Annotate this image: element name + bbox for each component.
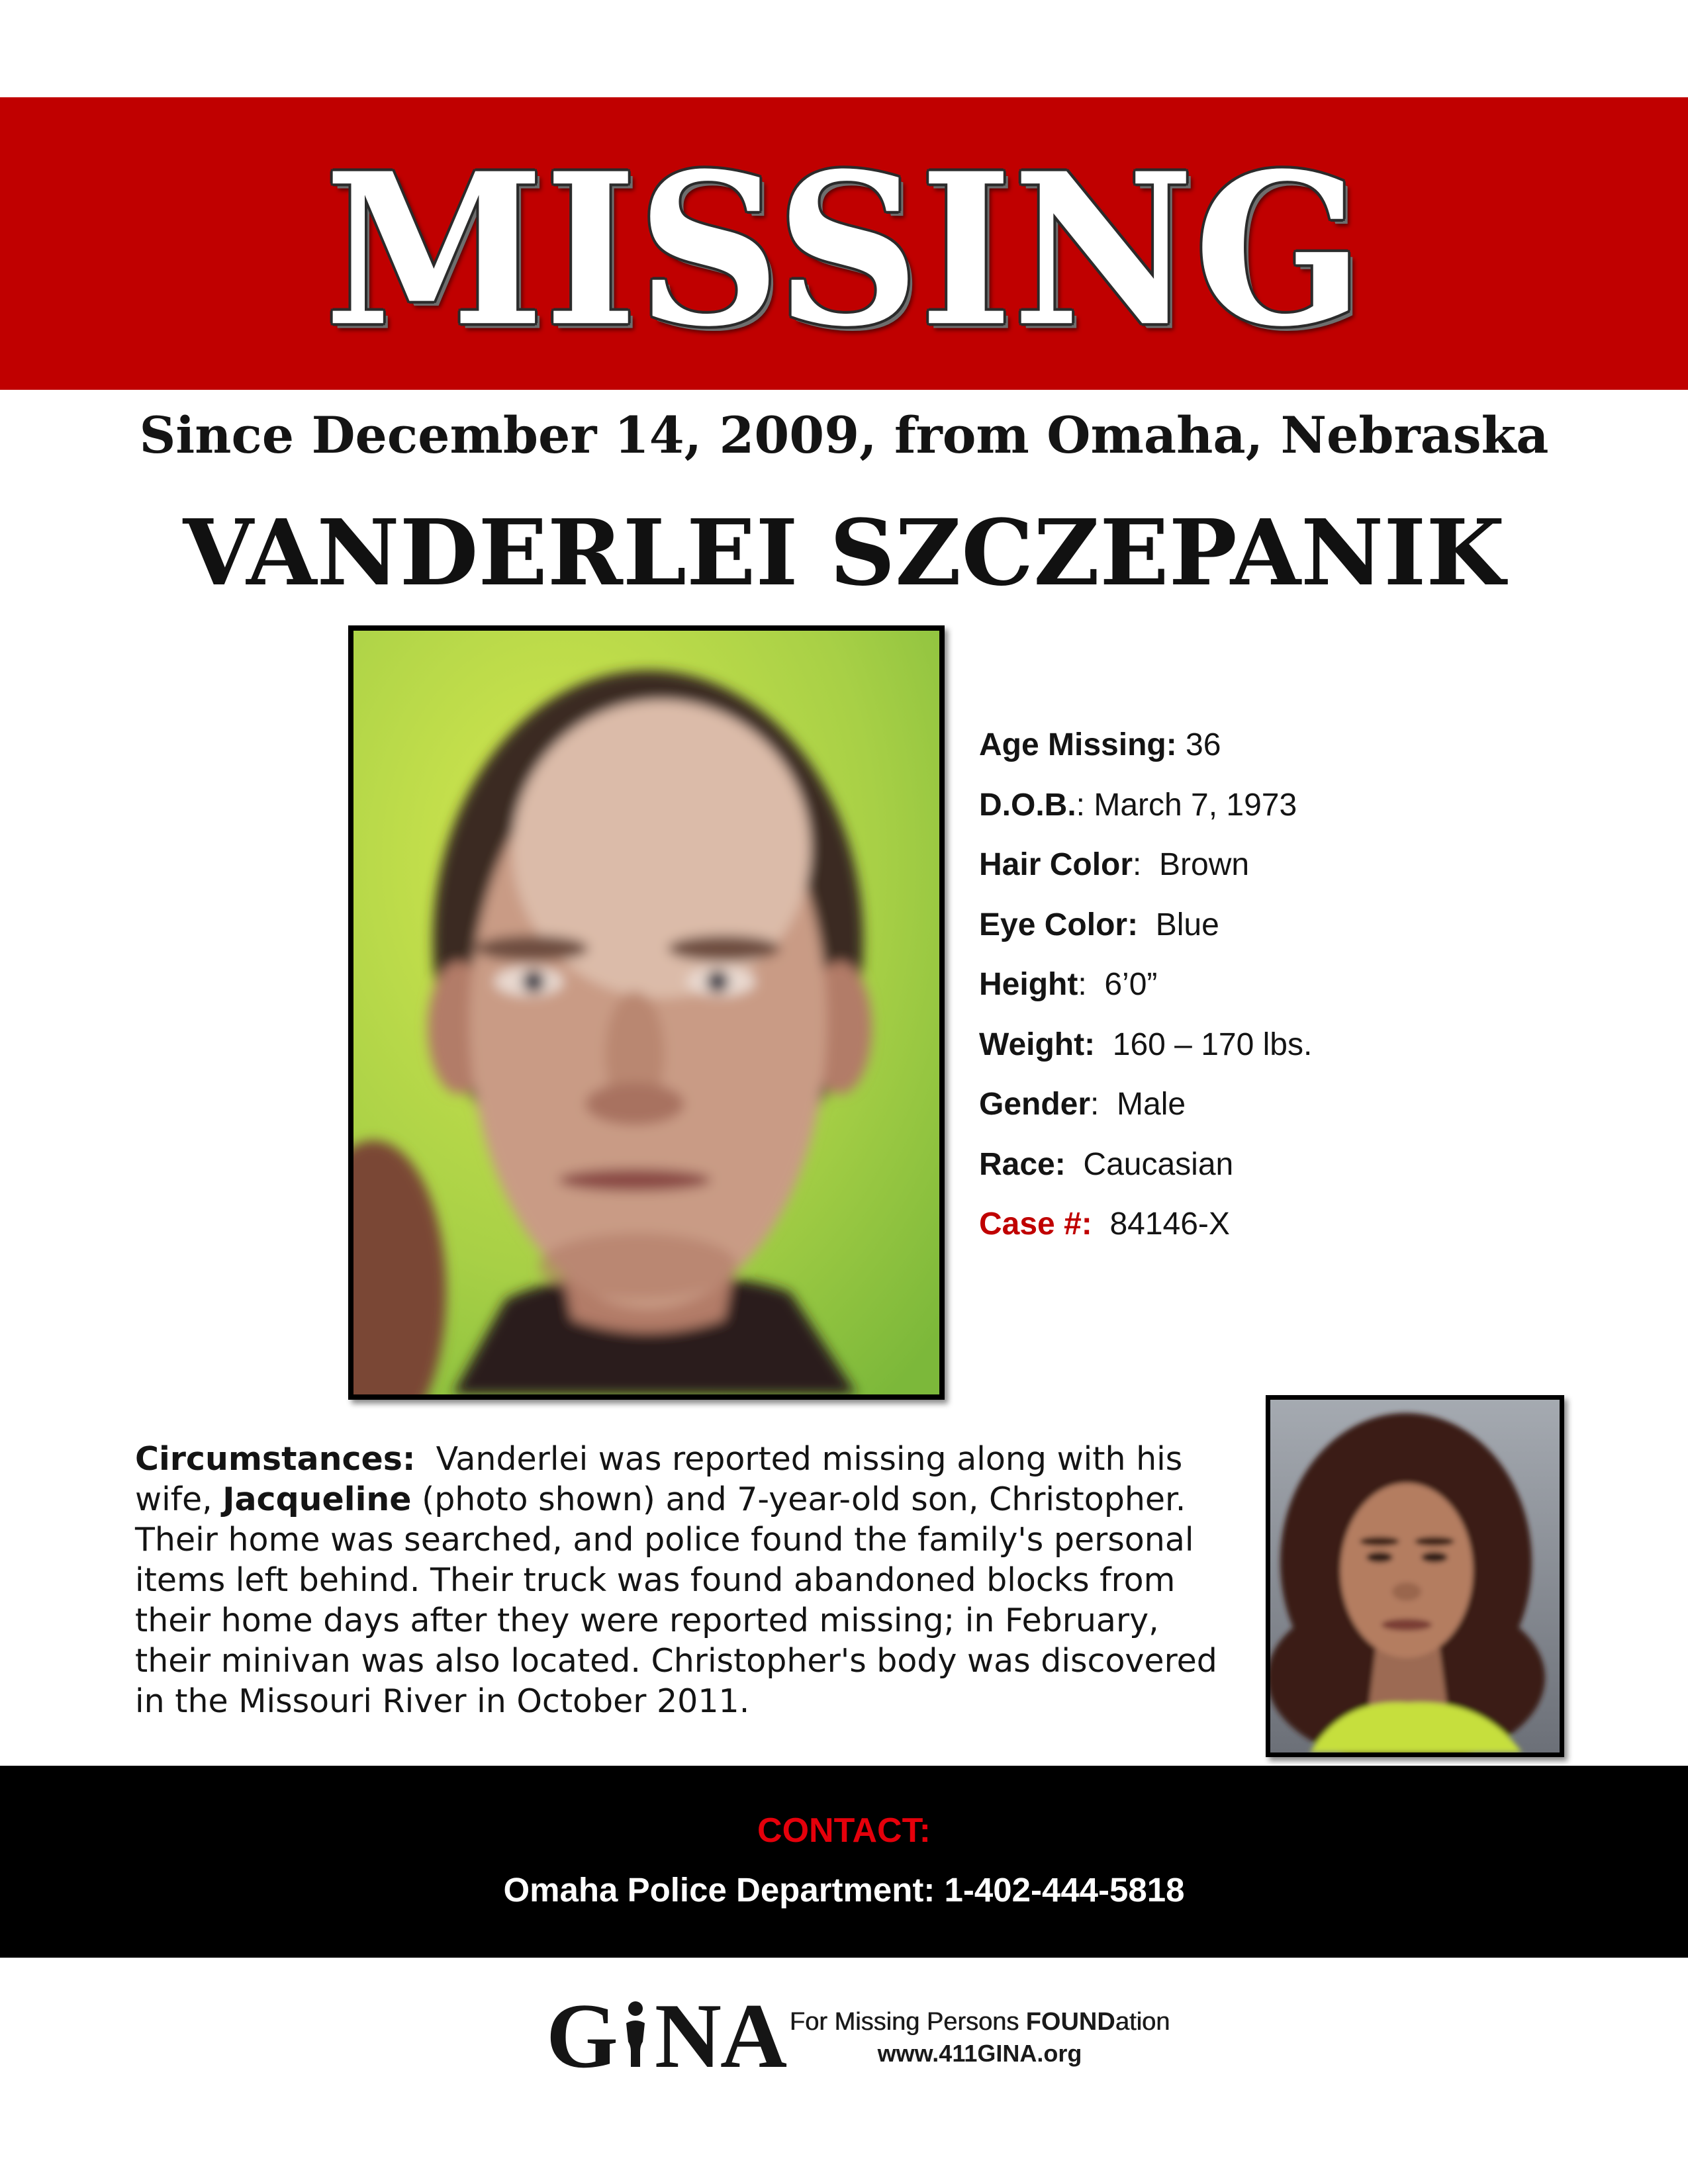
circumstances-line: in the Missouri River in October 2011.: [135, 1682, 750, 1720]
detail-label: Age Missing:: [979, 727, 1177, 762]
foundation-tagline: [781, 2006, 1178, 2070]
logo-letter-g: G: [546, 1985, 617, 2087]
detail-case-number: [979, 1195, 1312, 1255]
tagline-end: ation: [1115, 2008, 1170, 2036]
detail-dob: [979, 776, 1312, 836]
detail-label: Weight:: [979, 1026, 1096, 1062]
logo-letters-na: NA: [654, 1985, 786, 2087]
detail-value: Blue: [1138, 907, 1219, 942]
gina-logo: [546, 1985, 786, 2087]
missing-person-name: VANDERLEI SZCZEPANIK: [183, 500, 1505, 606]
website-text: www.411GINA.org: [877, 2040, 1082, 2067]
circumstances-line: [135, 1479, 1217, 1520]
detail-value: Caucasian: [1065, 1146, 1234, 1182]
detail-label: D.O.B.: [979, 787, 1076, 823]
case-number-value: 84146-X: [1092, 1206, 1230, 1242]
contact-phone-line: Omaha Police Department: 1-402-444-5818: [503, 1871, 1185, 1909]
detail-label: Height: [979, 967, 1078, 1002]
circumstances-text: Vanderlei was reported missing along with his: [415, 1440, 1183, 1478]
detail-label: Hair Color: [979, 847, 1133, 882]
detail-label: Race:: [979, 1146, 1066, 1182]
circumstances-line: their home days after they were reported missing; in February,: [135, 1602, 1159, 1639]
missing-since-subtitle: Since December 14, 2009, from Omaha, Nebraska: [139, 406, 1549, 465]
detail-value: 36: [1176, 727, 1221, 762]
circumstances-text: wife,: [135, 1480, 223, 1518]
detail-eye-color: [979, 895, 1312, 956]
detail-value: : 6’0”: [1078, 967, 1158, 1002]
missing-title: MISSING: [324, 127, 1364, 373]
contact-heading: CONTACT:: [757, 1811, 931, 1850]
circumstances-label: Circumstances:: [135, 1440, 416, 1478]
tagline-text: [781, 2006, 1178, 2038]
circumstances-line: items left behind. Their truck was found abandoned blocks from: [135, 1561, 1176, 1599]
circumstances-line: their minivan was also located. Christopher's body was discovered: [135, 1642, 1217, 1680]
circumstances-paragraph: [135, 1439, 1217, 1721]
circumstances-line: [135, 1439, 1217, 1479]
tagline-start: For Missing Persons: [789, 2008, 1026, 2036]
circumstances-text: (photo shown) and 7-year-old son, Christopher.: [411, 1480, 1186, 1518]
detail-value: : Male: [1090, 1087, 1186, 1122]
detail-height: [979, 955, 1312, 1015]
detail-value: : Brown: [1133, 847, 1250, 882]
circumstances-line: Their home was searched, and police found the family's personal: [135, 1521, 1194, 1559]
jacqueline-photo: [1266, 1395, 1564, 1757]
missing-person-photo: [348, 625, 945, 1400]
detail-race: [979, 1135, 1312, 1195]
portrait-image: [1270, 1400, 1560, 1752]
missing-banner: [0, 97, 1688, 390]
tagline-found: FOUND: [1025, 2008, 1115, 2036]
detail-label: Gender: [979, 1087, 1091, 1122]
person-i-icon: [618, 2001, 653, 2067]
detail-gender: [979, 1075, 1312, 1135]
detail-label: Eye Color:: [979, 907, 1139, 942]
contact-band: [0, 1766, 1688, 1958]
case-number-label: Case #:: [979, 1206, 1092, 1242]
detail-value: 160 – 170 lbs.: [1095, 1026, 1313, 1062]
detail-weight: [979, 1015, 1312, 1075]
jacqueline-name: Jacqueline: [222, 1480, 412, 1518]
detail-hair-color: [979, 835, 1312, 895]
physical-description: [979, 715, 1312, 1255]
portrait-image: [353, 631, 939, 1394]
detail-age-missing: [979, 715, 1312, 776]
detail-value: : March 7, 1973: [1076, 787, 1297, 823]
